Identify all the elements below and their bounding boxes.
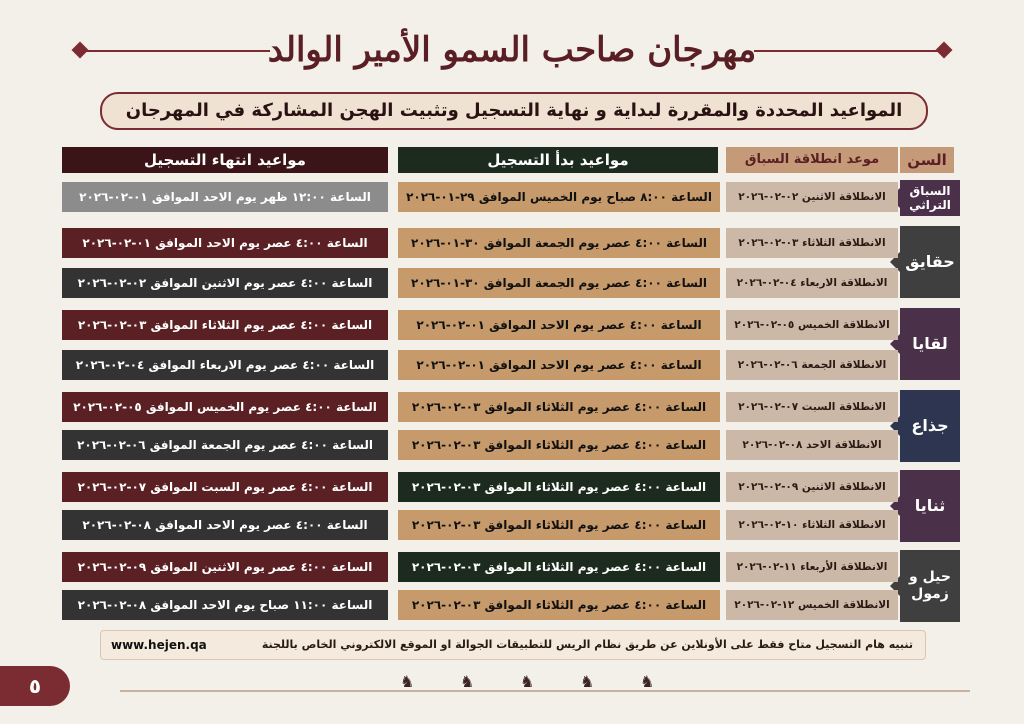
- registration-end-cell: الساعة ٤:٠٠ عصر يوم الثلاثاء الموافق ٠٣-٠٢-٢٠٢٦: [62, 310, 388, 340]
- registration-start-cell: الساعة ٤:٠٠ عصر يوم الثلاثاء الموافق ٠٣-٠٢-٢٠٢٦: [398, 430, 720, 460]
- race-date-cell: الانطلاقة السبت ٠٧-٠٢-٢٠٢٦: [726, 392, 898, 422]
- category-laqaya: لقايا: [900, 308, 960, 380]
- race-date-cell: الانطلاقة الجمعة ٠٦-٠٢-٢٠٢٦: [726, 350, 898, 380]
- race-date-cell: الانطلاقة الاثنين ٠٩-٠٢-٢٠٢٦: [726, 472, 898, 502]
- header-registration-start: مواعيد بدأ التسجيل: [398, 147, 718, 173]
- race-date-cell: الانطلاقة الاثنين ٠٢-٠٢-٢٠٢٦: [726, 182, 898, 212]
- registration-start-cell: الساعة ٤:٠٠ عصر يوم الثلاثاء الموافق ٠٣-٠٢-٢٠٢٦: [398, 510, 720, 540]
- notice-bar: [100, 630, 926, 660]
- registration-end-cell: الساعة ٤:٠٠ عصر يوم الجمعة الموافق ٠٦-٠٢-٢٠٢٦: [62, 430, 388, 460]
- page-number: ٥: [0, 666, 70, 706]
- page-subtitle: المواعيد المحددة والمقررة لبداية و نهاية التسجيل وتثبيت الهجن المشاركة في المهرجان: [100, 92, 928, 130]
- registration-end-cell: الساعة ١١:٠٠ صباح يوم الاحد الموافق ٠٨-٠٢-٢٠٢٦: [62, 590, 388, 620]
- registration-end-cell: الساعة ٤:٠٠ عصر يوم الاثنين الموافق ٠٩-٠٢-٢٠٢٦: [62, 552, 388, 582]
- race-date-cell: الانطلاقة الثلاثاء ٠٣-٠٢-٢٠٢٦: [726, 228, 898, 258]
- registration-start-cell: الساعة ٤:٠٠ عصر يوم الثلاثاء الموافق ٠٣-٠٢-٢٠٢٦: [398, 392, 720, 422]
- race-date-cell: الانطلاقة الخميس ٠٥-٠٢-٢٠٢٦: [726, 310, 898, 340]
- registration-start-cell: الساعة ٤:٠٠ عصر يوم الجمعة الموافق ٣٠-٠١-٢٠٢٦: [398, 268, 720, 298]
- race-date-cell: الانطلاقة الاربعاء ٠٤-٠٢-٢٠٢٦: [726, 268, 898, 298]
- category-heritage: السباق التراثي: [900, 180, 960, 216]
- registration-start-cell: الساعة ٤:٠٠ عصر يوم الاحد الموافق ٠١-٠٢-٢٠٢٦: [398, 350, 720, 380]
- registration-start-cell: الساعة ٤:٠٠ عصر يوم الثلاثاء الموافق ٠٣-٠٢-٢٠٢٦: [398, 590, 720, 620]
- notice-text: تنبيه هام التسجيل متاح فقط على الأونلاين عن طريق نظام الريس للتطبيقات الجوالة او الموقع الالكتروني الخاص باللجنة: [261, 638, 913, 651]
- race-date-cell: الانطلاقة الخميس ١٢-٠٢-٢٠٢٦: [726, 590, 898, 620]
- camel-icon: ♞: [520, 672, 535, 691]
- race-date-cell: الانطلاقة الاحد ٠٨-٠٢-٢٠٢٦: [726, 430, 898, 460]
- camel-icon: ♞: [580, 672, 595, 691]
- camel-icon: ♞: [640, 672, 655, 691]
- registration-end-cell: الساعة ٤:٠٠ عصر يوم السبت الموافق ٠٧-٠٢-٢٠٢٦: [62, 472, 388, 502]
- registration-start-cell: الساعة ٨:٠٠ صباح يوم الخميس الموافق ٢٩-٠١-٢٠٢٦: [398, 182, 720, 212]
- registration-start-cell: الساعة ٤:٠٠ عصر يوم الثلاثاء الموافق ٠٣-٠٢-٢٠٢٦: [398, 472, 720, 502]
- category-thanaya: ثنايا: [900, 470, 960, 542]
- website-link[interactable]: www.hejen.qa: [111, 638, 207, 652]
- registration-start-cell: الساعة ٤:٠٠ عصر يوم الثلاثاء الموافق ٠٣-٠٢-٢٠٢٦: [398, 552, 720, 582]
- header-age: السن: [900, 147, 954, 173]
- page-title: مهرجان صاحب السمو الأمير الوالد: [267, 30, 757, 70]
- registration-end-cell: الساعة ٤:٠٠ عصر يوم الاحد الموافق ٠١-٠٢-٢٠٢٦: [62, 228, 388, 258]
- camel-icon: ♞: [400, 672, 415, 691]
- registration-start-cell: الساعة ٤:٠٠ عصر يوم الاحد الموافق ٠١-٠٢-٢٠٢٦: [398, 310, 720, 340]
- category-heel-zumool: حيل و زمول: [900, 550, 960, 622]
- header-race-start: موعد انطلاقة السباق: [726, 147, 898, 173]
- registration-end-cell: الساعة ١٢:٠٠ ظهر يوم الاحد الموافق ٠١-٠٢-٢٠٢٦: [62, 182, 388, 212]
- registration-end-cell: الساعة ٤:٠٠ عصر يوم الخميس الموافق ٠٥-٠٢-٢٠٢٦: [62, 392, 388, 422]
- registration-end-cell: الساعة ٤:٠٠ عصر يوم الاربعاء الموافق ٠٤-٠٢-٢٠٢٦: [62, 350, 388, 380]
- registration-end-cell: الساعة ٤:٠٠ عصر يوم الاثنين الموافق ٠٢-٠٢-٢٠٢٦: [62, 268, 388, 298]
- race-date-cell: الانطلاقة الأربعاء ١١-٠٢-٢٠٢٦: [726, 552, 898, 582]
- category-haqayiq: حقايق: [900, 226, 960, 298]
- registration-end-cell: الساعة ٤:٠٠ عصر يوم الاحد الموافق ٠٨-٠٢-٢٠٢٦: [62, 510, 388, 540]
- header-registration-end: مواعيد انتهاء التسجيل: [62, 147, 388, 173]
- category-jithaa: جذاع: [900, 390, 960, 462]
- registration-start-cell: الساعة ٤:٠٠ عصر يوم الجمعة الموافق ٣٠-٠١-٢٠٢٦: [398, 228, 720, 258]
- camel-icon: ♞: [460, 672, 475, 691]
- race-date-cell: الانطلاقة الثلاثاء ١٠-٠٢-٢٠٢٦: [726, 510, 898, 540]
- ground-line: [120, 690, 970, 692]
